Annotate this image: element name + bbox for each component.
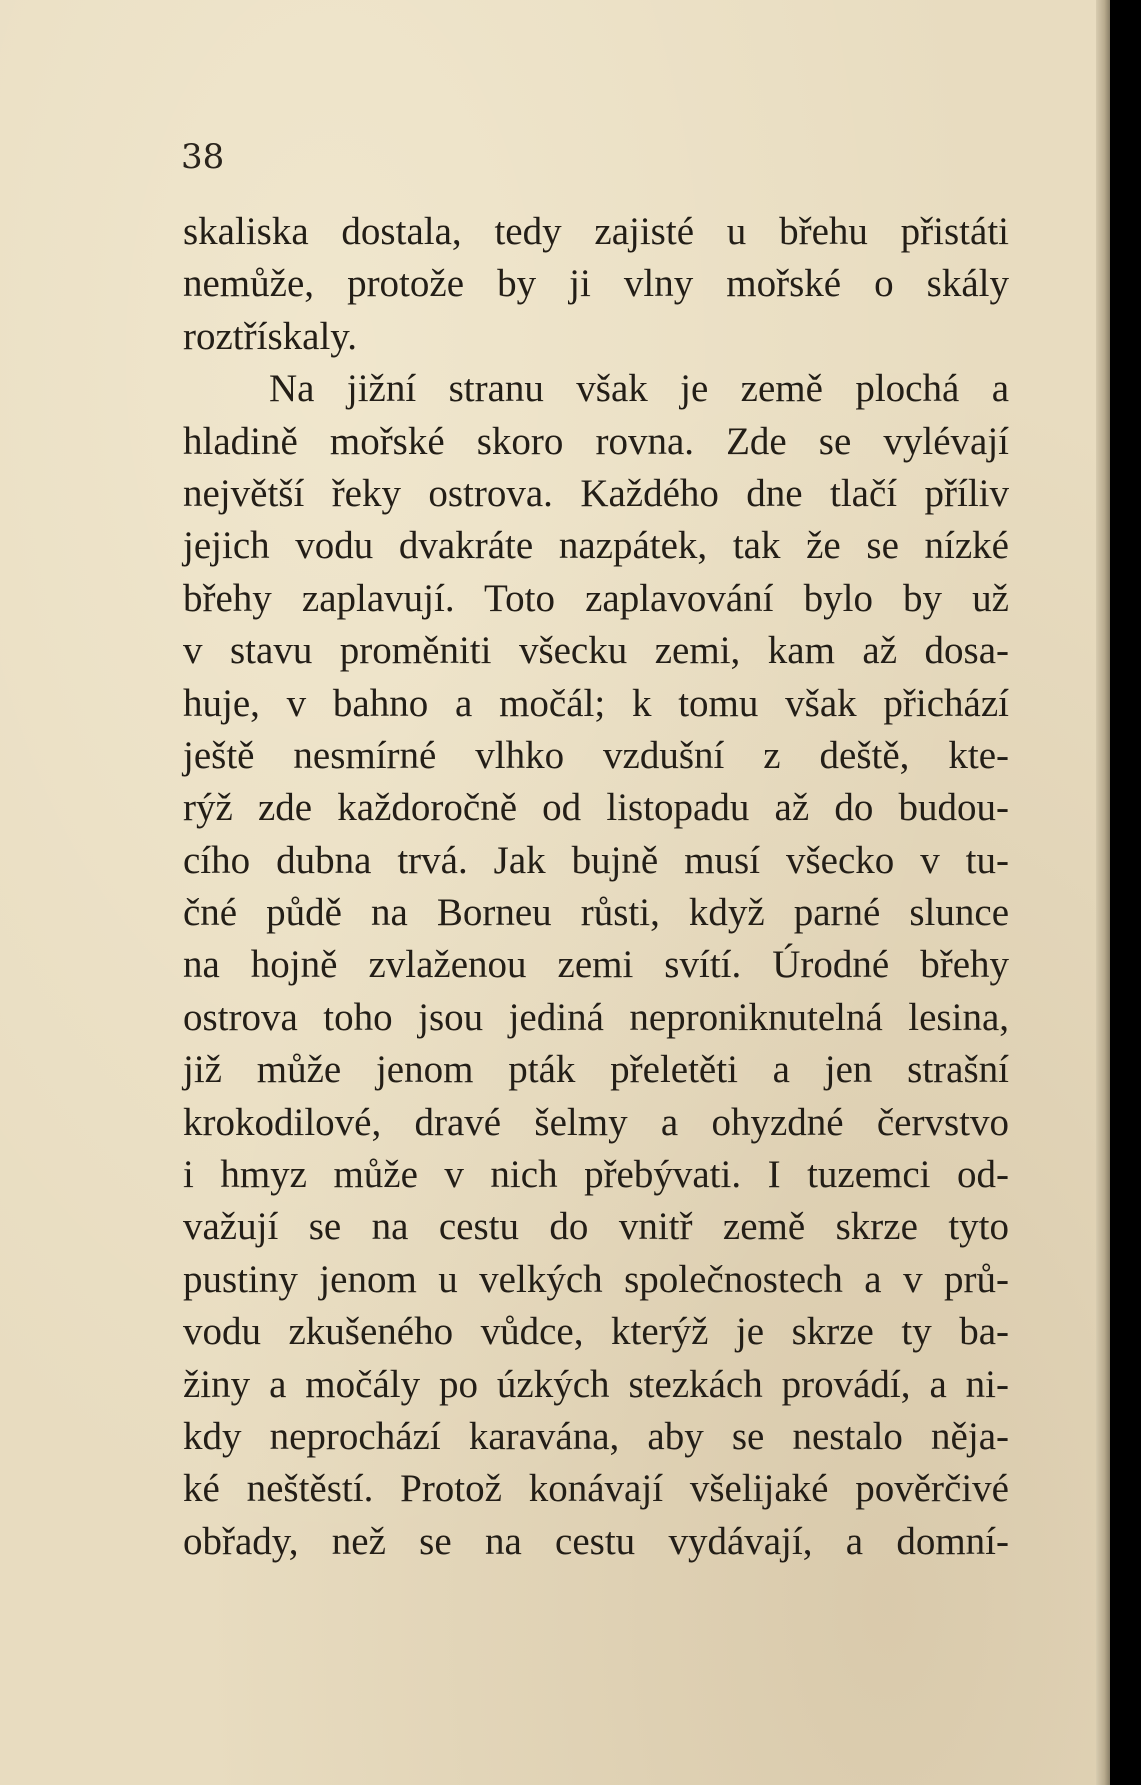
text-line: cího dubna trvá. Jak bujně musí všecko v tu- (183, 838, 1009, 882)
body-text (183, 206, 1009, 1568)
text-line: nemůže, protože by ji vlny mořské o skály (183, 262, 1009, 306)
text-line: největší řeky ostrova. Každého dne tlačí příliv (183, 471, 1009, 515)
page-edge (1096, 0, 1110, 1785)
text-line: hladině mořské skoro rovna. Zde se vylévají (183, 419, 1009, 463)
text-line: i hmyz může v nich přebývati. I tuzemci od- (183, 1153, 1009, 1197)
text-line: na hojně zvlaženou zemi svítí. Úrodné břehy (183, 943, 1009, 987)
text-line: Na jižní stranu však je země plochá a (269, 367, 1009, 411)
text-line: v stavu proměniti všecku zemi, kam až dosa- (183, 629, 1009, 673)
text-line: ještě nesmírné vlhko vzdušní z deště, kte- (183, 733, 1009, 777)
page-number: 38 (181, 137, 225, 177)
text-line: roztřískaly. (183, 314, 357, 358)
text-line: pustiny jenom u velkých společnostech a v prů- (183, 1257, 1009, 1301)
text-line: važují se na cestu do vnitř země skrze tyto (183, 1205, 1009, 1249)
text-line: kdy neprochází karavána, aby se nestalo něja- (183, 1414, 1009, 1458)
text-line: huje, v bahno a močál; k tomu však přichází (183, 681, 1009, 725)
text-line: rýž zde každoročně od listopadu až do budou- (183, 786, 1009, 830)
text-line: obřady, než se na cestu vydávají, a domní- (183, 1519, 1009, 1563)
text-line: břehy zaplavují. Toto zaplavování bylo by už (183, 576, 1009, 620)
text-line: ostrova toho jsou jediná neproniknutelná lesina, (183, 995, 1009, 1039)
text-line: krokodilové, dravé šelmy a ohyzdné červstvo (183, 1100, 1009, 1144)
text-line: skaliska dostala, tedy zajisté u břehu přistáti (183, 210, 1009, 253)
text-line: vodu zkušeného vůdce, kterýž je skrze ty ba- (183, 1310, 1009, 1354)
text-line: jejich vodu dvakráte nazpátek, tak že se nízké (183, 524, 1009, 568)
text-line: již může jenom pták přeletěti a jen strašní (183, 1048, 1009, 1092)
text-line: ké neštěstí. Protož konávají všelijaké pověrčivé (183, 1467, 1009, 1511)
text-line: žiny a močály po úzkých stezkách provádí, a ni- (183, 1362, 1009, 1406)
text-line: čné půdě na Borneu růsti, když parné slunce (183, 891, 1009, 935)
